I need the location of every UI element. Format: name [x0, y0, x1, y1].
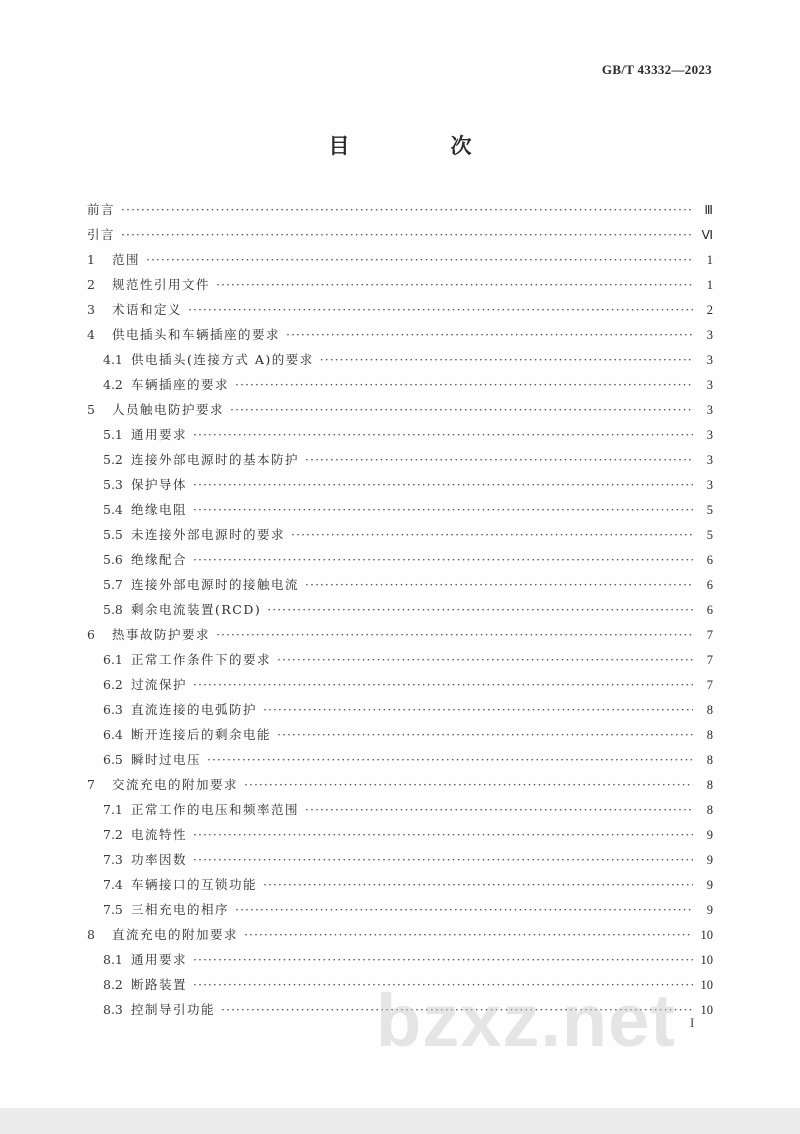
toc-entry-number: 2 [87, 277, 95, 292]
toc-entry-number: 7.4 [103, 877, 123, 892]
toc-entry[interactable] [87, 775, 713, 800]
toc-entry-page: 7 [706, 628, 713, 642]
toc-entry[interactable] [87, 450, 713, 475]
toc-leader-dots [230, 402, 693, 417]
watermark: bzxz.net [376, 979, 676, 1062]
toc-entry-number: 5.5 [103, 527, 123, 542]
toc-leader-dots [244, 777, 693, 792]
toc-leader-dots [193, 502, 693, 517]
toc-entry-label: 通用要求 [131, 952, 188, 967]
toc-entry-page: 2 [706, 303, 713, 317]
toc-entry-number: 7.3 [103, 852, 123, 867]
toc-leader-dots [291, 527, 693, 542]
toc-entry-page: 3 [706, 328, 713, 342]
toc-entry-page: 10 [700, 928, 713, 942]
toc-entry-number: 5 [87, 402, 95, 417]
toc-leader-dots [267, 602, 693, 617]
toc-entry-number: 7.1 [103, 802, 123, 817]
toc-entry[interactable] [87, 575, 713, 600]
toc-entry-page: 8 [706, 728, 713, 742]
toc-entry-label: 前言 [87, 202, 116, 217]
toc-entry-label: 术语和定义 [112, 302, 183, 317]
toc-entry-page: 3 [706, 478, 713, 492]
toc-entry-page: 9 [706, 903, 713, 917]
toc-entry[interactable] [87, 700, 713, 725]
toc-entry-label: 正常工作条件下的要求 [131, 652, 272, 667]
toc-entry-label: 绝缘配合 [131, 552, 188, 567]
toc-entry-page: 8 [706, 703, 713, 717]
toc-entry-page: 9 [706, 828, 713, 842]
toc-leader-dots [235, 377, 693, 392]
toc-entry-number: 6.4 [103, 727, 123, 742]
toc-entry[interactable] [87, 525, 713, 550]
toc-entry-label: 连接外部电源时的基本防护 [131, 452, 300, 467]
toc-entry-label: 正常工作的电压和频率范围 [131, 802, 300, 817]
toc-leader-dots [277, 652, 693, 667]
toc-leader-dots [244, 927, 693, 942]
toc-entry-number: 8 [87, 927, 95, 942]
toc-entry-page: 8 [706, 778, 713, 792]
toc-leader-dots [305, 452, 693, 467]
toc-entry[interactable] [87, 925, 713, 950]
toc-leader-dots [193, 477, 693, 492]
toc-entry-label: 供电插头和车辆插座的要求 [112, 327, 281, 342]
toc-leader-dots [263, 702, 693, 717]
toc-entry[interactable] [87, 200, 713, 225]
toc-entry-page: 5 [706, 503, 713, 517]
toc-leader-dots [121, 202, 693, 217]
toc-entry-number: 7.5 [103, 902, 123, 917]
toc-leader-dots [193, 552, 693, 567]
toc-leader-dots [305, 802, 693, 817]
toc-entry[interactable] [87, 625, 713, 650]
toc-leader-dots [193, 852, 693, 867]
toc-entry[interactable] [87, 650, 713, 675]
toc-entry-label: 断路装置 [131, 977, 188, 992]
toc-entry-number: 4.1 [103, 352, 123, 367]
toc-entry-page: 8 [706, 753, 713, 767]
toc-entry[interactable] [87, 475, 713, 500]
toc-entry-label: 车辆接口的互锁功能 [131, 877, 258, 892]
toc-entry-number: 6.5 [103, 752, 123, 767]
toc-entry-label: 引言 [87, 227, 116, 242]
toc-entry-number: 6.3 [103, 702, 123, 717]
toc-entry-number: 5.2 [103, 452, 123, 467]
toc-entry-label: 连接外部电源时的接触电流 [131, 577, 300, 592]
toc-leader-dots [193, 427, 693, 442]
toc-entry-page: Ⅲ [704, 203, 713, 217]
toc-entry-number: 3 [87, 302, 95, 317]
toc-entry-number: 6.1 [103, 652, 123, 667]
toc-entry-label: 交流充电的附加要求 [112, 777, 239, 792]
toc-leader-dots [277, 727, 693, 742]
toc-entry[interactable] [87, 250, 713, 275]
toc-entry-label: 保护导体 [131, 477, 188, 492]
standard-code: GB/T 43332—2023 [601, 62, 712, 77]
toc-entry-page: 10 [700, 1003, 713, 1017]
toc-entry-label: 电流特性 [131, 827, 188, 842]
toc-entry-label: 控制导引功能 [131, 1002, 216, 1017]
toc-entry-number: 6.2 [103, 677, 123, 692]
toc-entry[interactable] [87, 350, 713, 375]
toc-entry-label: 绝缘电阻 [131, 502, 188, 517]
toc-entry-page: 10 [700, 953, 713, 967]
toc-leader-dots [216, 277, 693, 292]
toc-entry-label: 人员触电防护要求 [112, 402, 225, 417]
toc-entry-page: 3 [706, 403, 713, 417]
toc-entry[interactable] [87, 550, 713, 575]
toc-entry-number: 5.1 [103, 427, 123, 442]
toc-entry-page: 3 [706, 428, 713, 442]
toc-entry-page: Ⅵ [701, 228, 713, 242]
toc-entry-page: 3 [706, 453, 713, 467]
toc-entry[interactable] [87, 900, 713, 925]
toc-entry-number: 5.4 [103, 502, 123, 517]
toc-entry-number: 5.8 [103, 602, 123, 617]
toc-entry-page: 10 [700, 978, 713, 992]
toc-entry-page: 7 [706, 653, 713, 667]
toc-entry-page: 9 [706, 878, 713, 892]
toc-entry-label: 直流充电的附加要求 [112, 927, 239, 942]
toc-entry-number: 8.2 [103, 977, 123, 992]
toc-entry-number: 6 [87, 627, 95, 642]
toc-entry-number: 4 [87, 327, 95, 342]
toc-leader-dots [193, 952, 693, 967]
toc-entry[interactable] [87, 750, 713, 775]
toc-entry-number: 4.2 [103, 377, 123, 392]
toc-leader-dots [216, 627, 693, 642]
toc-leader-dots [263, 877, 693, 892]
toc-entry[interactable] [87, 850, 713, 875]
toc-entry-page: 6 [706, 578, 713, 592]
toc-entry-page: 3 [706, 378, 713, 392]
toc-entry[interactable] [87, 875, 713, 900]
toc-entry-number: 5.6 [103, 552, 123, 567]
toc-entry-page: 1 [706, 253, 713, 267]
page-title: 目 次 [328, 133, 512, 158]
toc-entry[interactable] [87, 825, 713, 850]
toc-entry-number: 8.3 [103, 1002, 123, 1017]
toc-leader-dots [207, 752, 693, 767]
page-number: I [690, 1015, 695, 1030]
toc-leader-dots [320, 352, 693, 367]
viewer-bottom-bar [0, 1108, 800, 1134]
toc-entry-page: 1 [706, 278, 713, 292]
toc-entry-number: 8.1 [103, 952, 123, 967]
toc-entry-number: 1 [87, 252, 95, 267]
toc-entry-page: 7 [706, 678, 713, 692]
toc-leader-dots [305, 577, 693, 592]
toc-leader-dots [193, 677, 693, 692]
toc-entry-label: 规范性引用文件 [112, 277, 211, 292]
toc-entry[interactable] [87, 675, 713, 700]
toc-entry[interactable] [87, 275, 713, 300]
toc-entry-page: 5 [706, 528, 713, 542]
toc-entry-page: 3 [706, 353, 713, 367]
toc-entry-label: 未连接外部电源时的要求 [131, 527, 286, 542]
toc-entry-page: 6 [706, 603, 713, 617]
toc-entry[interactable] [87, 300, 713, 325]
toc-entry-label: 过流保护 [131, 677, 188, 692]
table-of-contents [87, 200, 713, 1025]
toc-leader-dots [286, 327, 693, 342]
toc-entry[interactable] [87, 325, 713, 350]
toc-entry-label: 剩余电流装置(RCD) [131, 602, 262, 617]
toc-entry-label: 断开连接后的剩余电能 [131, 727, 272, 742]
toc-entry-label: 范围 [112, 252, 141, 267]
toc-entry-page: 6 [706, 553, 713, 567]
toc-leader-dots [188, 302, 693, 317]
toc-entry-page: 9 [706, 853, 713, 867]
toc-leader-dots [193, 827, 693, 842]
toc-entry-label: 供电插头(连接方式 A)的要求 [131, 352, 314, 367]
toc-entry[interactable] [87, 600, 713, 625]
toc-entry-label: 直流连接的电弧防护 [131, 702, 258, 717]
toc-entry-number: 5.7 [103, 577, 123, 592]
toc-entry[interactable] [87, 725, 713, 750]
toc-entry[interactable] [87, 950, 713, 975]
toc-entry-label: 三相充电的相序 [131, 902, 230, 917]
toc-entry[interactable] [87, 800, 713, 825]
toc-entry-number: 5.3 [103, 477, 123, 492]
toc-entry-label: 瞬时过电压 [131, 752, 202, 767]
toc-entry-label: 通用要求 [131, 427, 188, 442]
toc-entry-number: 7 [87, 777, 95, 792]
toc-leader-dots [146, 252, 693, 267]
toc-entry-page: 8 [706, 803, 713, 817]
toc-entry-label: 车辆插座的要求 [131, 377, 230, 392]
toc-entry[interactable] [87, 425, 713, 450]
toc-leader-dots [235, 902, 693, 917]
toc-entry[interactable] [87, 375, 713, 400]
toc-entry[interactable] [87, 400, 713, 425]
toc-entry-label: 热事故防护要求 [112, 627, 211, 642]
toc-entry[interactable] [87, 225, 713, 250]
toc-entry-label: 功率因数 [131, 852, 188, 867]
toc-entry-number: 7.2 [103, 827, 123, 842]
toc-leader-dots [121, 227, 693, 242]
toc-entry[interactable] [87, 500, 713, 525]
